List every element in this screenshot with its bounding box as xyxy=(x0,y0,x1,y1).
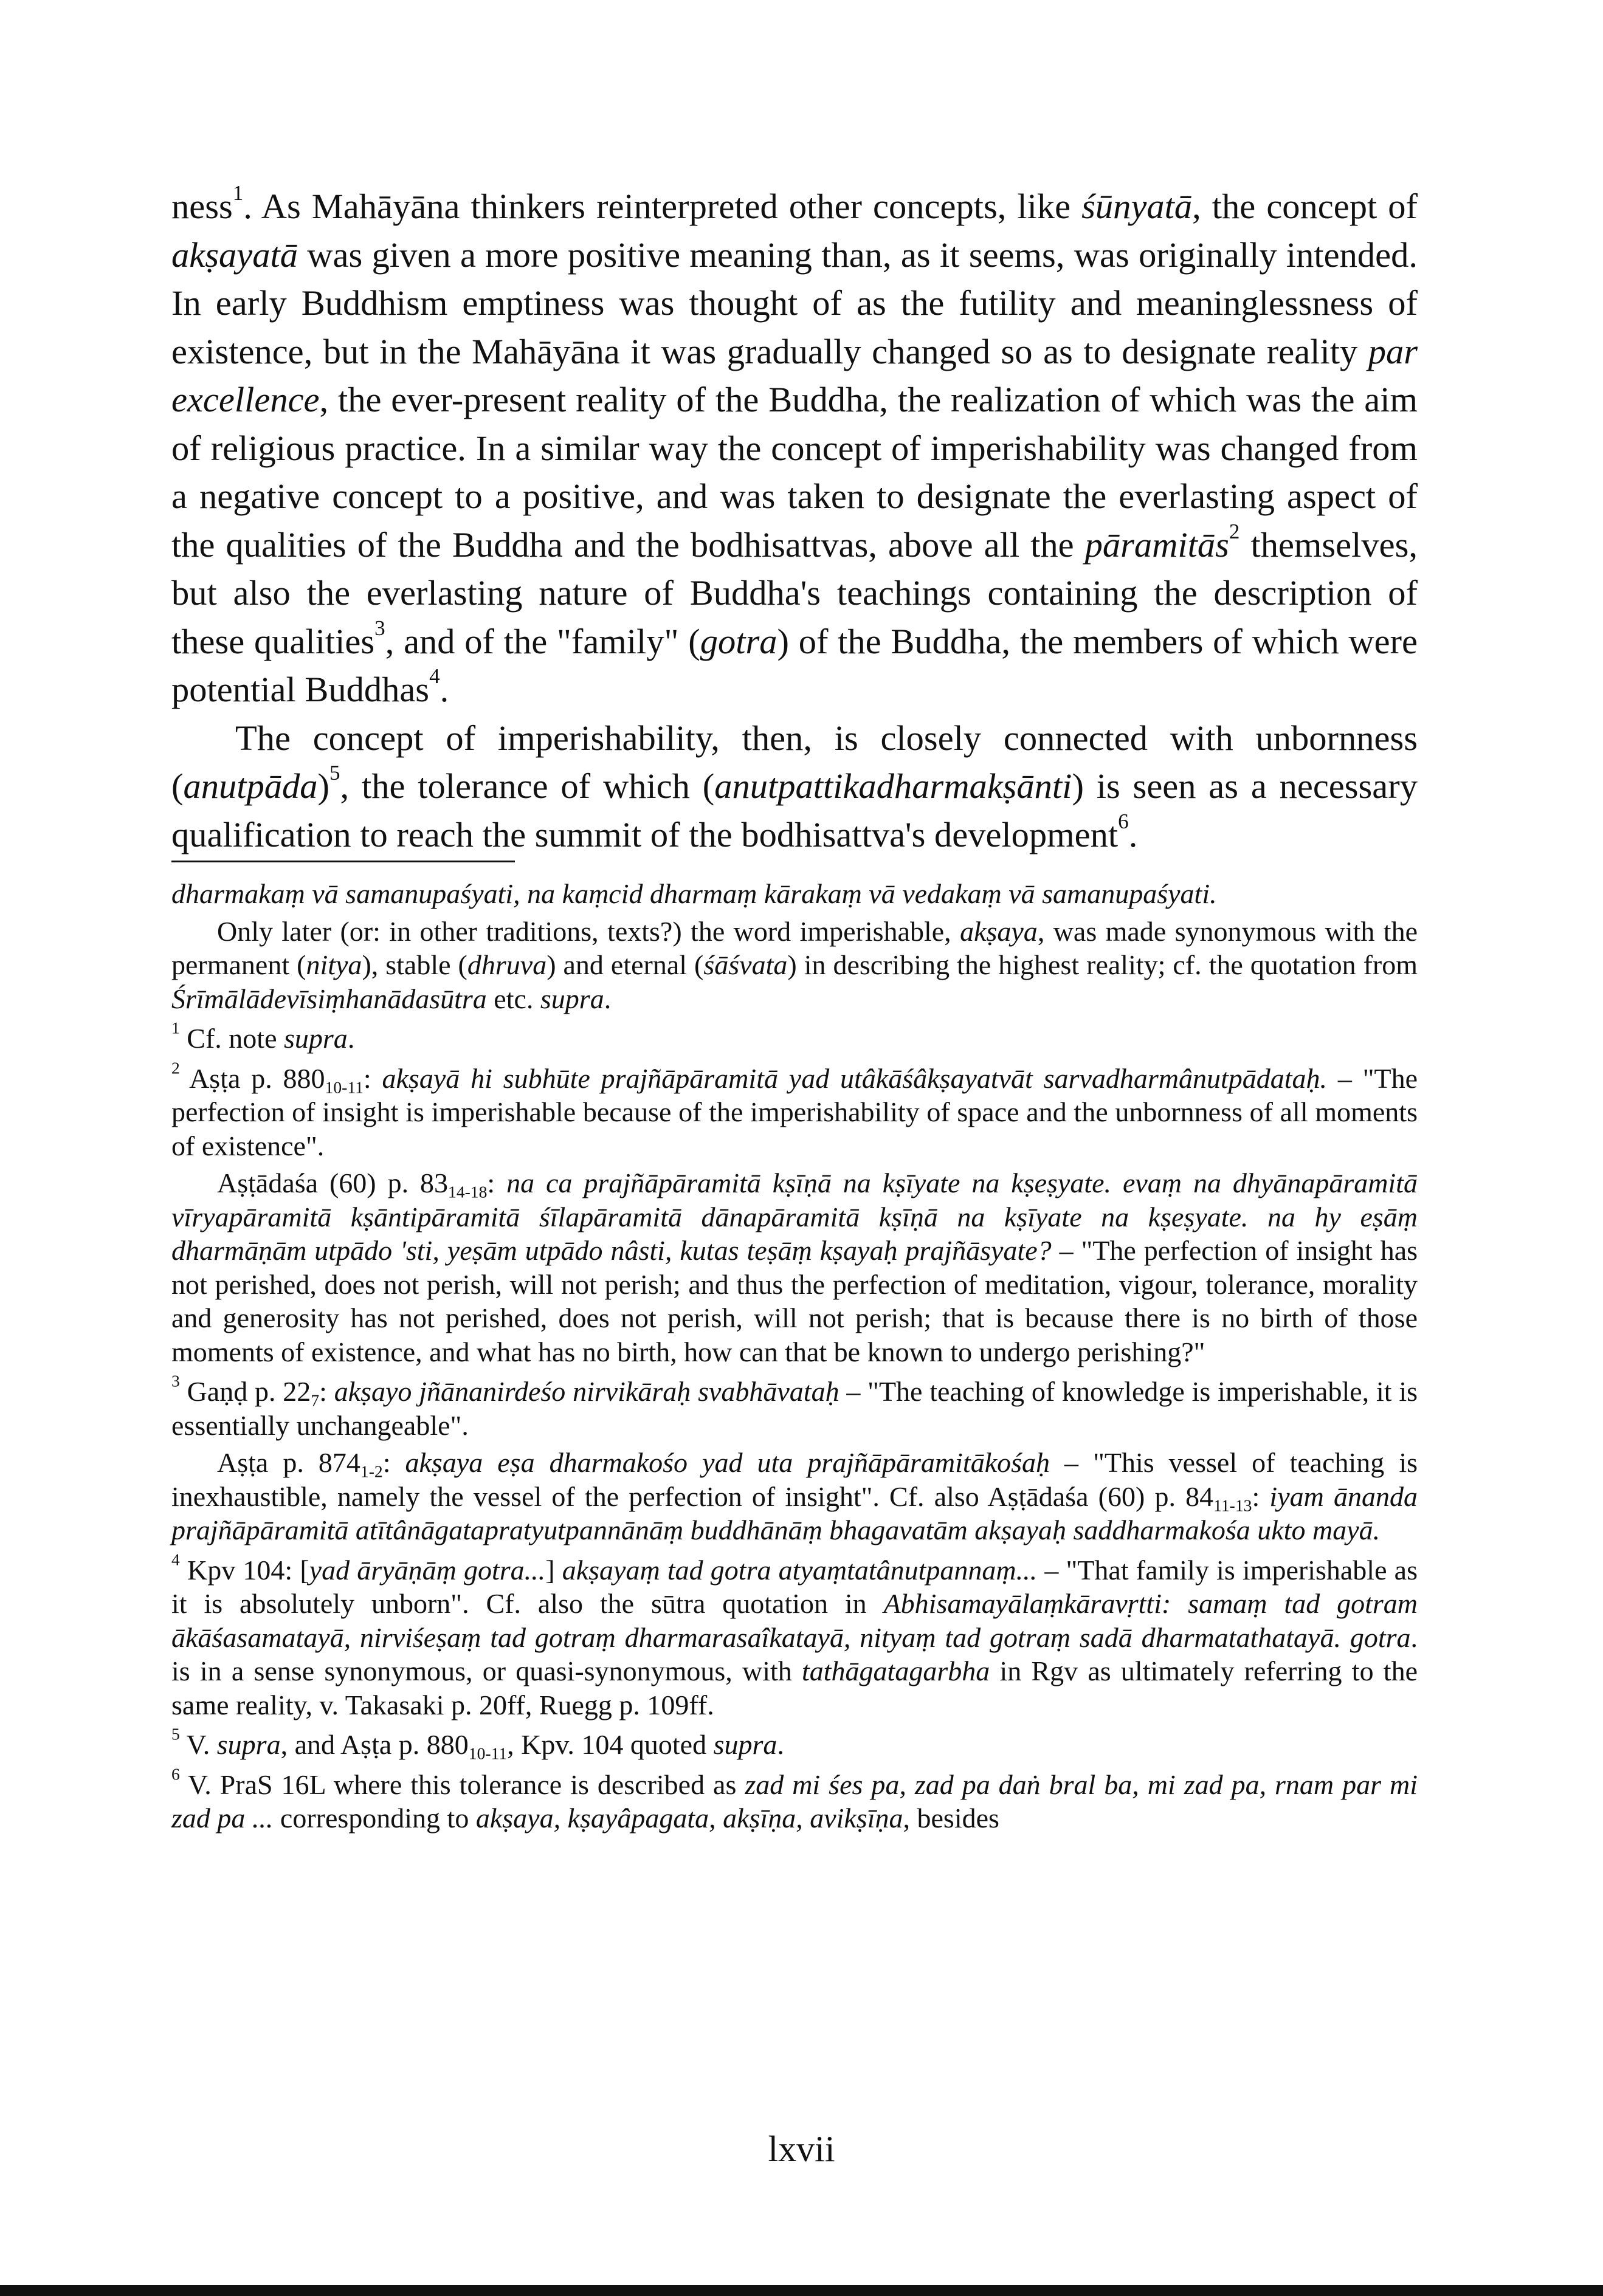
paragraph-1 xyxy=(171,182,1418,714)
italic-text: na ca prajñāpāramitā kṣīṇā na kṣīyate na kṣeṣyate. evaṃ na dhyānapāramitā vīryapāramitā kṣāntipāramitā śīlapāramitā dānapāramitā kṣīṇā na kṣīyate na kṣeṣyate. na hy eṣāṃ dharmāṇām utpādo 'sti, yeṣām utpādo nâsti, kutas teṣāṃ kṣayaḥ prajñāsyate? xyxy=(171,1167,1418,1266)
footnote-marker: 3 xyxy=(171,1371,180,1390)
footnote-marker: 6 xyxy=(1118,809,1129,833)
italic-text: anutpattikadharmakṣānti xyxy=(714,766,1072,806)
italic-text: Abhisamayālaṃkāravṛtti: samaṃ tad gotram ākāśasamatayā, nirviśeṣaṃ tad gotraṃ dharmarasaîkatayā, nityaṃ tad gotraṃ sadā dharmatathatayā. gotra xyxy=(171,1588,1418,1653)
footnotes xyxy=(171,877,1418,1835)
italic-text: akṣayaṃ tad gotra atyaṃtatânutpannaṃ... xyxy=(562,1554,1038,1586)
text-run: . xyxy=(777,1729,784,1760)
footnote-marker: 2 xyxy=(171,1058,180,1078)
italic-text: akṣayā hi subhūte prajñāpāramitā yad utâkāśâkṣayatvāt sarvadharmânutpādataḥ. xyxy=(382,1062,1328,1094)
italic-text: supra xyxy=(284,1023,348,1054)
italic-text: akṣayo jñānanirdeśo nirvikāraḥ svabhāvataḥ xyxy=(334,1376,839,1407)
text-run: ) and eternal ( xyxy=(546,949,704,980)
footnote xyxy=(171,1166,1418,1369)
footnote xyxy=(171,1764,1418,1835)
text-run: ) of the Buddha, the members of which were potential Buddhas xyxy=(171,621,1418,709)
text-run: – "The perfection of insight is imperishable because of the imperishability of space and the unbornness of all moments of existence". xyxy=(171,1062,1418,1161)
text-run: , Kpv. 104 quoted xyxy=(507,1729,714,1760)
text-run: , the ever-present reality of the Buddha, the realization of which was the aim of religious practice. In a similar way the concept of imperishability was changed from a negative concept to a positive, and was taken to designate the everlasting aspect of the qualities of the Buddha and the bodhisattvas, above all the xyxy=(171,380,1418,565)
text-run: ) is seen as a necessary qualification to reach the summit of the bodhisattva's development xyxy=(171,766,1418,854)
subscript-text: 10-11 xyxy=(468,1744,508,1763)
page-content xyxy=(171,182,1418,1835)
footnote-marker: 2 xyxy=(1229,519,1240,543)
footnote-marker: 4 xyxy=(171,1550,180,1569)
text-run: : xyxy=(363,1062,382,1094)
text-run: . xyxy=(347,1023,355,1054)
text-run: , besides xyxy=(903,1803,999,1834)
text-run: V. xyxy=(179,1729,217,1760)
text-run: – "This vessel of teaching is inexhaustible, namely the vessel of the perfection of insight". Cf. also Aṣṭādaśa (60) p. 84 xyxy=(171,1447,1418,1512)
italic-text: zad mi śes pa, zad pa daṅ bral ba, mi zad pa, rnam par mi zad pa ... xyxy=(171,1768,1418,1834)
italic-text: dharmakaṃ vā samanupaśyati, na kaṃcid dharmaṃ kārakaṃ vā vedakaṃ vā samanupaśyati. xyxy=(171,878,1217,909)
text-run: corresponding to xyxy=(273,1803,476,1834)
text-run: V. PraS 16L where this tolerance is described as xyxy=(179,1768,745,1800)
text-run: : xyxy=(1252,1480,1270,1512)
footnote-marker: 4 xyxy=(429,664,440,689)
italic-text: akṣaya eṣa dharmakośo yad uta prajñāpāramitākośaḥ xyxy=(405,1447,1050,1478)
footnote xyxy=(171,1018,1418,1056)
italic-text: śāśvata xyxy=(703,949,788,980)
text-run: . is in a sense synonymous, or quasi-synonymous, with xyxy=(171,1621,1418,1686)
italic-text: akṣaya, kṣayâpagata, akṣīṇa, avikṣīṇa xyxy=(475,1803,903,1834)
text-run: etc. xyxy=(486,983,540,1014)
italic-text: supra xyxy=(713,1729,777,1760)
italic-text: anutpāda xyxy=(183,766,318,806)
text-run: : xyxy=(319,1376,334,1407)
italic-text: Śrīmālādevīsiṃhanādasūtra xyxy=(171,983,487,1014)
italic-text: dhruva xyxy=(467,949,547,980)
subscript-text: 1-2 xyxy=(360,1462,383,1481)
text-run: , and of the "family" ( xyxy=(385,621,700,661)
footnote-separator xyxy=(171,861,515,862)
text-run: ness xyxy=(171,187,233,226)
italic-text: gotra xyxy=(700,621,777,661)
italic-text: supra xyxy=(216,1729,281,1760)
footnote xyxy=(171,877,1418,911)
footnote xyxy=(171,1446,1418,1547)
page-number: lxvii xyxy=(768,2129,835,2169)
text-run: – "The teaching of knowledge is imperishable, it is essentially unchangeable". xyxy=(171,1376,1418,1441)
subscript-text: 7 xyxy=(311,1390,320,1410)
italic-text: akṣayatā xyxy=(171,235,298,275)
subscript-text: 14-18 xyxy=(448,1182,488,1201)
text-run: themselves, but also the everlasting nature of Buddha's teachings containing the description of these qualities xyxy=(171,524,1418,661)
italic-text: supra xyxy=(540,983,604,1014)
text-run: . xyxy=(1128,814,1138,854)
footnote xyxy=(171,1371,1418,1442)
text-run: Kpv 104: [ xyxy=(179,1554,309,1586)
text-run: was given a more positive meaning than, as it seems, was originally intended. In early Buddhism emptiness was thought of as the futility and meaninglessness of existence, but in the Mahāyāna it was gradually changed so as to designate reality xyxy=(171,235,1418,371)
footnote xyxy=(171,1550,1418,1722)
scan-edge xyxy=(0,2285,1603,2296)
text-run: Gaṇḍ p. 22 xyxy=(179,1376,311,1407)
text-run: in Rgv as ultimately referring to the same reality, v. Takasaki p. 20ff, Ruegg p. 109ff. xyxy=(171,1655,1418,1720)
italic-text: nitya xyxy=(306,949,362,980)
text-run: – "The perfection of insight has not perished, does not perish, will not perish; and thus the perfection of meditation, vigour, tolerance, morality and generosity has not perished, does not perish, will not perish; that is because there is no birth of those moments of existence, and what has no birth, how can that be known to undergo perishing?" xyxy=(171,1235,1418,1367)
subscript-text: 11-13 xyxy=(1213,1495,1252,1514)
text-run: : xyxy=(382,1447,405,1478)
subscript-text: 10-11 xyxy=(325,1077,364,1096)
footnote-marker: 1 xyxy=(232,181,244,205)
italic-text: iyam ānanda prajñāpāramitā atītânāgatapratyutpannānāṃ buddhānāṃ bhagavatām akṣayaḥ saddharmakośa ukto mayā. xyxy=(171,1480,1418,1545)
italic-text: śūnyatā xyxy=(1081,187,1193,226)
paragraph-2 xyxy=(171,714,1418,859)
text-run: , and Aṣṭa p. 880 xyxy=(280,1729,469,1760)
text-run: . As Mahāyāna thinkers reinterpreted other concepts, like xyxy=(243,187,1082,226)
footnote-marker: 6 xyxy=(171,1764,180,1784)
text-run: Aṣṭādaśa (60) p. 83 xyxy=(217,1167,449,1198)
text-run: , the concept of xyxy=(1192,187,1418,226)
text-run: The concept of imperishability, then, is closely connected with unbornness ( xyxy=(171,718,1418,806)
footnote-marker: 3 xyxy=(374,616,385,640)
main-text xyxy=(171,182,1418,859)
footnote-marker: 5 xyxy=(171,1724,180,1744)
text-run: Only later (or: in other traditions, texts?) the word imperishable, xyxy=(217,915,960,947)
text-run: ] xyxy=(545,1554,562,1586)
text-run: Aṣṭa p. 880 xyxy=(179,1062,325,1094)
italic-text: par excellence xyxy=(171,331,1418,419)
text-run: ) in describing the highest reality; cf. the quotation from xyxy=(787,949,1418,980)
italic-text: yad āryāṇāṃ gotra... xyxy=(309,1554,546,1586)
text-run: Cf. note xyxy=(179,1023,284,1054)
text-run: Aṣṭa p. 874 xyxy=(217,1447,360,1478)
text-run: , the tolerance of which ( xyxy=(340,766,715,806)
italic-text: tathāgatagarbha xyxy=(802,1655,990,1686)
footnote xyxy=(171,1724,1418,1763)
text-run: – "That family is imperishable as it is absolutely unborn". Cf. also the sūtra quotation in xyxy=(171,1554,1418,1619)
footnote-marker: 1 xyxy=(171,1018,180,1037)
footnote xyxy=(171,1058,1418,1163)
italic-text: pāramitās xyxy=(1084,524,1229,565)
text-run: . xyxy=(440,670,449,709)
text-run: , was made synonymous with the permanent ( xyxy=(171,915,1418,980)
text-run: . xyxy=(604,983,612,1014)
footnote xyxy=(171,915,1418,1016)
text-run: : xyxy=(487,1167,507,1198)
text-run: ), stable ( xyxy=(362,949,467,980)
italic-text: akṣaya xyxy=(960,915,1038,947)
footnote-marker: 5 xyxy=(329,761,340,785)
text-run: ) xyxy=(317,766,329,806)
